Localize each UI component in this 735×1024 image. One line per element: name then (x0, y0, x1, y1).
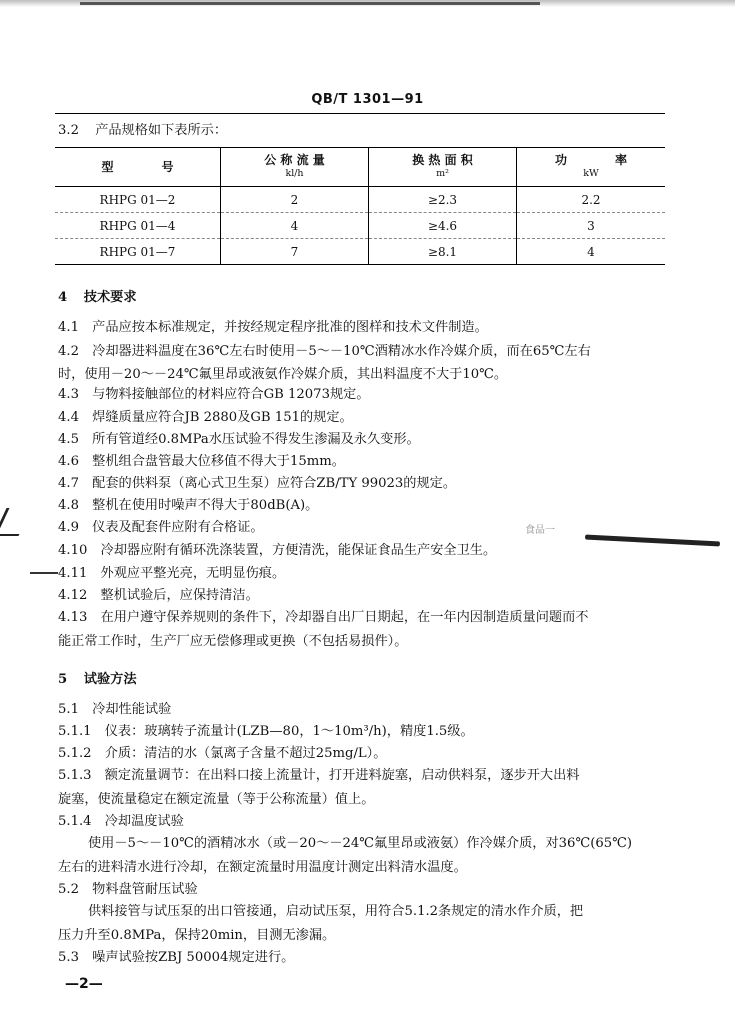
clause-4-10: 4.10 冷却器应附有循环洗涤装置，方便清洗，能保证食品生产安全卫生。 (58, 543, 497, 558)
standard-code-header: QB/T 1301—91 (311, 92, 424, 107)
cell-model: RHPG 01—4 (55, 213, 221, 239)
spec-table (55, 147, 665, 265)
cell-power: 4 (517, 239, 666, 265)
clause-4-2-line1: 4.2 冷却器进料温度在36℃左右时使用－5～－10℃酒精冰水作冷媒介质，而在65℃左右 (58, 344, 591, 359)
clause-5-1-2: 5.1.2 介质：清洁的水（氯离子含量不超过25mg/L）。 (58, 746, 387, 761)
clause-4-11: 4.11 外观应平整光亮，无明显伤痕。 (58, 566, 286, 581)
clause-5-1-3-line2: 旋塞，使流量稳定在额定流量（等于公称流量）值上。 (58, 792, 375, 807)
table-row (55, 239, 665, 265)
cell-power: 2.2 (517, 187, 666, 213)
clause-5-1: 5.1 冷却性能试验 (58, 702, 172, 717)
clause-4-13-line2: 能正常工作时，生产厂应无偿修理或更换（不包括易损件）。 (58, 634, 408, 649)
bleed-through-text: 食品一 (525, 525, 555, 536)
scan-mark-arrow (30, 572, 58, 574)
section-5-number: 5 (58, 672, 68, 687)
clause-5-2: 5.2 物料盘管耐压试验 (58, 882, 198, 897)
section-3-2-text: 产品规格如下表所示： (95, 123, 228, 138)
cell-flow: 7 (221, 239, 369, 265)
page-number: —2— (65, 976, 103, 992)
header-model: 型 号 (55, 148, 221, 187)
section-5-title: 试验方法 (83, 672, 137, 687)
scan-mark-left (0, 508, 32, 536)
clause-4-7: 4.7 配套的供料泵（离心式卫生泵）应符合ZB/TY 99023的规定。 (58, 476, 457, 491)
cell-flow: 2 (221, 187, 369, 213)
section-4-heading (58, 288, 137, 308)
flow-unit: kl/h (285, 168, 304, 179)
clause-4-9: 4.9 仪表及配套件应附有合格证。 (58, 520, 264, 535)
clause-4-12: 4.12 整机试验后，应保持清洁。 (58, 588, 259, 603)
clause-4-1: 4.1 产品应按本标准规定，并按经规定程序批准的图样和技术文件制造。 (58, 320, 488, 335)
clause-5-1-1: 5.1.1 仪表：玻璃转子流量计(LZB—80，1～10m³/h)，精度1.5级。 (58, 724, 474, 739)
cell-area: ≥4.6 (369, 213, 517, 239)
clause-5-1-4: 5.1.4 冷却温度试验 (58, 814, 184, 829)
spec-table-header-row (55, 148, 665, 187)
clause-4-3: 4.3 与物料接触部位的材料应符合GB 12073规定。 (58, 387, 370, 402)
header-power: 功 率 kW (517, 148, 666, 187)
scan-mark-right (585, 534, 720, 546)
scan-artifact-line (80, 2, 540, 5)
clause-5-2-para-line2: 压力升至0.8MPa，保持20min，目测无渗漏。 (58, 928, 336, 943)
section-5-heading (58, 670, 137, 690)
cell-model: RHPG 01—2 (55, 187, 221, 213)
clause-5-2-para-line1: 供料接管与试压泵的出口管接通，启动试压泵，用符合5.1.2条规定的清水作介质，把 (88, 904, 584, 919)
section-3-2-number: 3.2 (58, 123, 79, 138)
section-4-number: 4 (58, 290, 68, 305)
clause-4-2-line2: 时，使用－20～－24℃氟里昂或液氨作冷媒介质，其出料温度不大于10℃。 (58, 367, 508, 382)
header-flow: 公 称 流 量 kl/h (221, 148, 369, 187)
clause-4-6: 4.6 整机组合盘管最大位移值不得大于15mm。 (58, 454, 345, 469)
clause-4-5: 4.5 所有管道经0.8MPa水压试验不得发生渗漏及永久变形。 (58, 432, 420, 447)
clause-4-13-line1: 4.13 在用户遵守保养规则的条件下，冷却器自出厂日期起，在一年内因制造质量问题而不 (58, 610, 589, 625)
clause-5-1-3-line1: 5.1.3 额定流量调节：在出料口接上流量计，打开进料旋塞，启动供料泵，逐步开大出料 (58, 768, 580, 783)
clause-5-3: 5.3 噪声试验按ZBJ 50004规定进行。 (58, 950, 295, 965)
area-unit: m² (436, 168, 449, 179)
clause-4-8: 4.8 整机在使用时噪声不得大于80dB(A)。 (58, 498, 319, 513)
cell-area: ≥8.1 (369, 239, 517, 265)
cell-area: ≥2.3 (369, 187, 517, 213)
clause-5-1-4-para-line2: 左右的进料清水进行冷却，在额定流量时用温度计测定出料清水温度。 (58, 860, 467, 875)
section-3-2 (58, 121, 227, 141)
clause-4-4: 4.4 焊缝质量应符合JB 2880及GB 151的规定。 (58, 410, 353, 425)
cell-power: 3 (517, 213, 666, 239)
header-area: 换 热 面 积 m² (369, 148, 517, 187)
clause-5-1-4-para-line1: 使用－5～－10℃的酒精冰水（或－20～－24℃氟里昂或液氨）作冷媒介质，对36℃(65℃) (88, 836, 633, 851)
table-row (55, 187, 665, 213)
table-row (55, 213, 665, 239)
power-unit: kW (583, 168, 599, 179)
section-4-title: 技术要求 (83, 290, 137, 305)
cell-model: RHPG 01—7 (55, 239, 221, 265)
header-divider (55, 113, 665, 114)
cell-flow: 4 (221, 213, 369, 239)
